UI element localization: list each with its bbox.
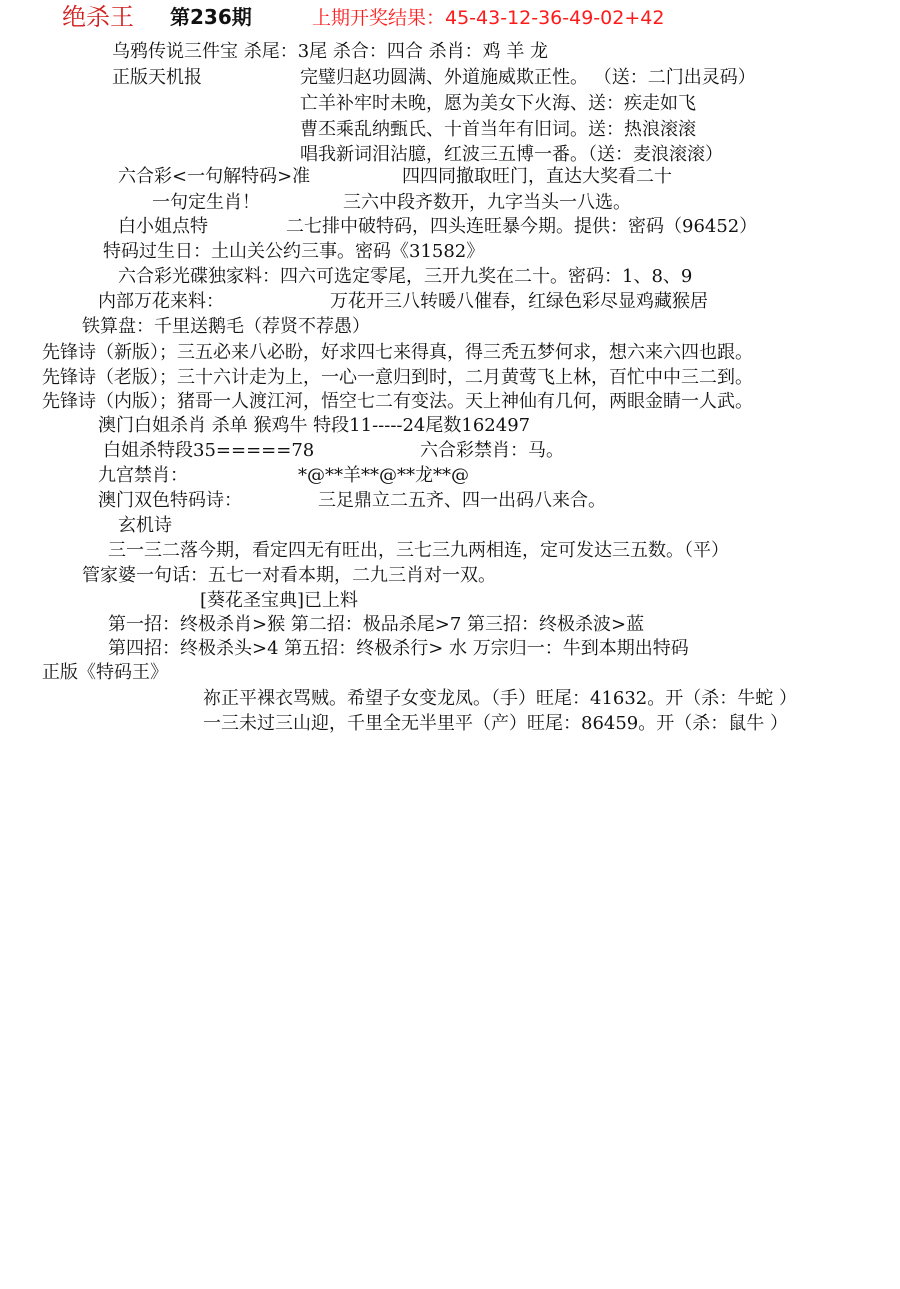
text-line: *@**羊**@**龙**@ [298,465,469,486]
text-line: 第四招：终极杀头>4 第五招：终极杀行> 水 万宗归一：牛到本期出特码 [108,638,689,659]
text-line: 内部万花来料： [98,291,224,312]
text-line: 万花开三八转暖八催春，红绿色彩尽显鸡藏猴居 [330,291,708,312]
text-line: 先锋诗（新版）；三五必来八必盼，好求四七来得真，得三秃五梦何求，想六来六四也跟。 [42,342,753,363]
text-line: 白小姐点特 [118,216,208,237]
last-draw-result: 上期开奖结果：45-43-12-36-49-02+42 [312,7,665,29]
text-line: 铁算盘：千里送鹅毛（荐贤不荐愚） [82,316,370,337]
text-line: 祢正平裸衣骂贼。希望子女变龙凤。（手）旺尾：41632。开（杀：牛蛇 ） [203,688,797,709]
text-line: 一三未过三山迎，千里全无半里平（产）旺尾：86459。开（杀：鼠牛 ） [203,713,788,734]
issue-number: 第236期 [170,5,252,29]
text-line: 曹丕乘乱纳甄氏、十首当年有旧词。送：热浪滚滚 [300,119,696,140]
text-line: 六合彩<一句解特码>准 [118,166,311,187]
brand-title: 绝杀王 [62,3,134,31]
text-line: 六合彩禁肖：马。 [420,440,564,461]
section-heading: 玄机诗 [118,515,172,536]
text-line: 四四同撤取旺门，直达大奖看二十 [402,166,672,187]
text-line: 二七排中破特码，四头连旺暴今期。提供：密码（96452） [286,216,758,237]
text-line: 管家婆一句话：五七一对看本期，二九三肖对一双。 [82,565,496,586]
text-line: 九宫禁肖： [98,465,188,486]
text-line: 亡羊补牢时未晚，愿为美女下火海、送：疾走如飞 [300,93,696,114]
text-line: 特码过生日：土山关公约三事。密码《31582》 [103,241,485,262]
text-line: 澳门双色特码诗： [98,490,242,511]
text-line: 澳门白姐杀肖 杀单 猴鸡牛 特段11-----24尾数162497 [98,415,531,436]
text-line: 白姐杀特段35=====78 [103,440,315,461]
text-line: 唱我新词泪沾臆，红波三五博一番。（送：麦浪滚滚） [300,144,723,165]
text-line: 乌鸦传说三件宝 杀尾：3尾 杀合：四合 杀肖：鸡 羊 龙 [112,41,549,62]
text-line: 一句定生肖！ [152,192,260,213]
section-heading: [葵花圣宝典]已上料 [200,590,359,611]
text-line: 三六中段齐数开，九字当头一八选。 [343,192,631,213]
text-line: 先锋诗（老版）；三十六计走为上，一心一意归到时，二月黄莺飞上林，百忙中中三二到。 [42,367,753,388]
text-line: 三足鼎立二五齐、四一出码八来合。 [318,490,606,511]
text-line: 正版天机报 [112,67,202,88]
section-heading: 正版《特码王》 [42,662,168,683]
text-line: 先锋诗（内版）；猪哥一人渡江河，悟空七二有变法。天上神仙有几何，两眼金睛一人武。 [42,391,753,412]
text-line: 完璧归赵功圆满、外道施威欺正性。 （送：二门出灵码） [300,67,756,88]
text-line: 第一招：终极杀肖>猴 第二招：极品杀尾>7 第三招：终极杀波>蓝 [108,614,645,635]
text-line: 六合彩光碟独家料：四六可选定零尾，三开九奖在二十。密码：1、8、9 [118,266,693,287]
text-line: 三一三二落今期，看定四无有旺出，三七三九两相连，定可发达三五数。（平） [108,540,729,561]
